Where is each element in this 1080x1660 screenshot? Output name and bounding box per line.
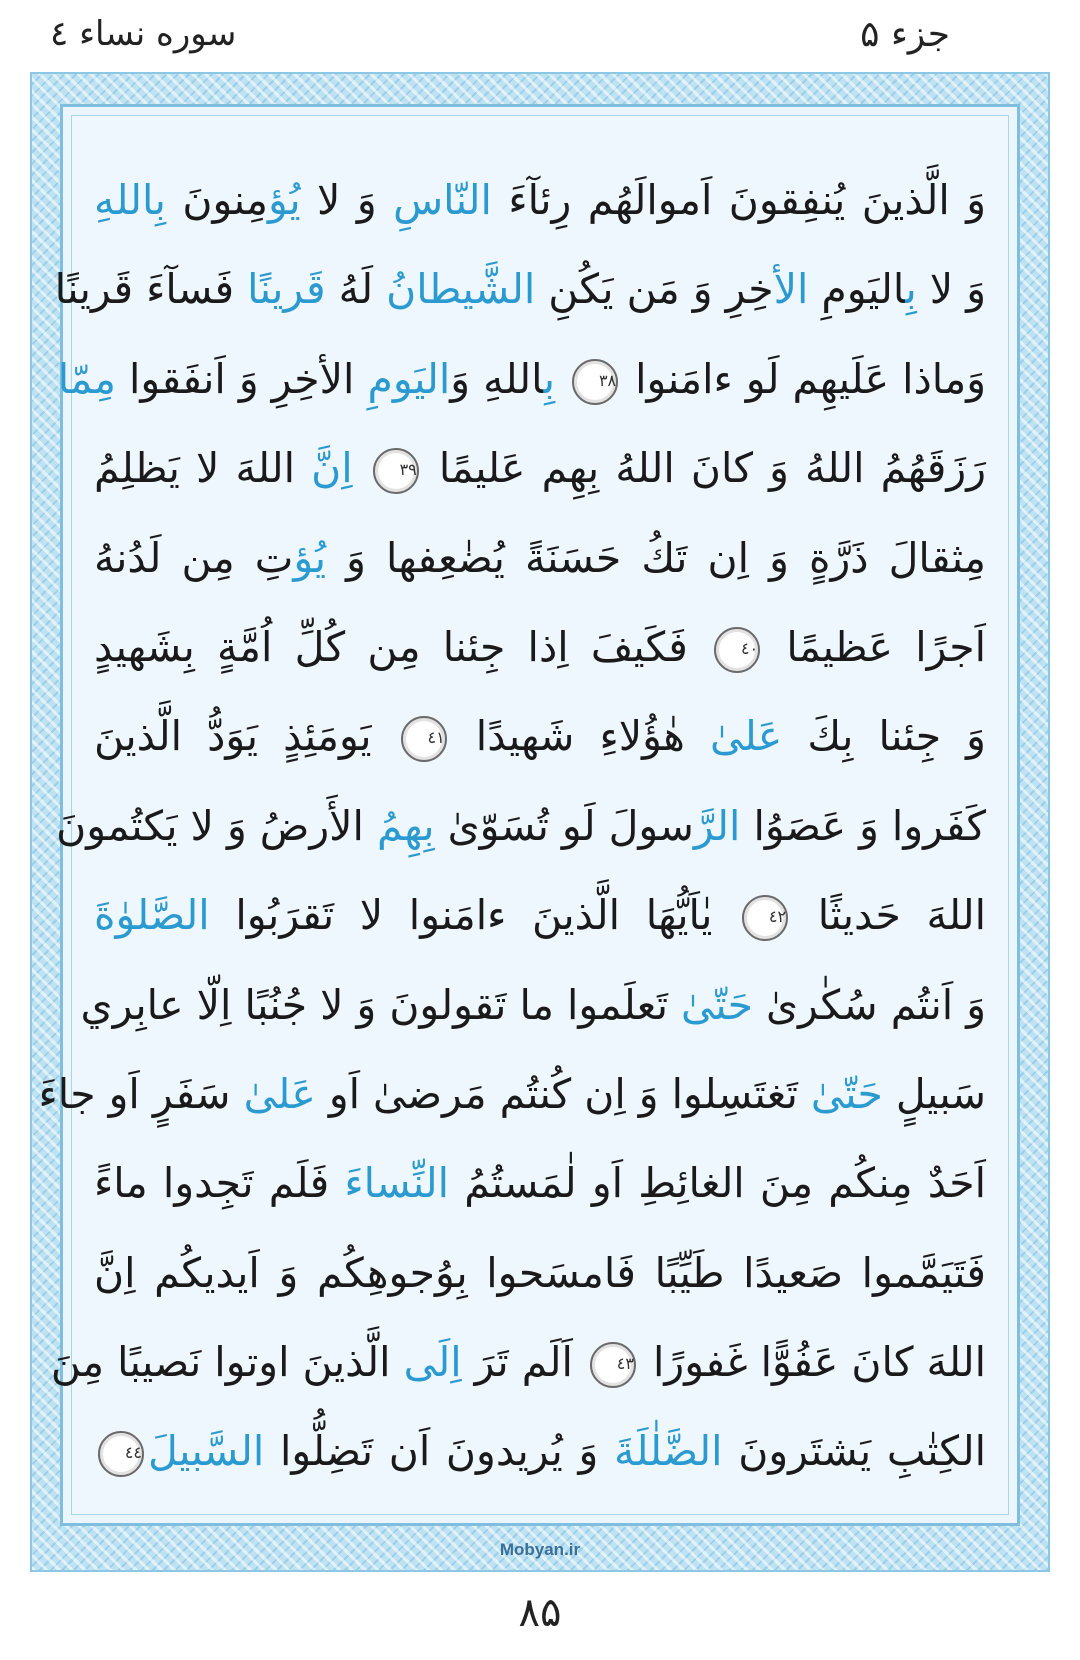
surah-label: سوره نساء ٤ bbox=[50, 14, 237, 54]
ayah-number-marker: ٤۳ bbox=[590, 1342, 636, 1388]
verse-line bbox=[94, 871, 986, 960]
verse-text: فَكَيفَ اِذا جِئنا مِن كُلِّ اُمَّةٍ بِشَهيدٍ bbox=[94, 622, 688, 671]
verse-text: خِرِ وَ مَن يَكُنِ bbox=[535, 265, 774, 314]
verse-text: الَّذينَ اوتوا نَصيبًا مِنَ bbox=[50, 1338, 404, 1387]
verse-text: تَعلَموا ما تَقولونَ وَ لا جُنُبًا اِلّا عابِري bbox=[80, 980, 682, 1029]
verse-text: اَلَم تَرَ bbox=[461, 1338, 573, 1387]
highlighted-word: النّاسِ bbox=[393, 176, 492, 224]
highlighted-word: يُؤ bbox=[293, 533, 326, 582]
verse-text: وَماذا عَلَيهِم لَو ءامَنوا bbox=[622, 354, 986, 403]
highlighted-word: اِنَّ bbox=[311, 444, 353, 493]
verse-text: مِنونَ bbox=[165, 176, 269, 224]
verse-line bbox=[56, 782, 986, 871]
verse-text: اَحَدٌ مِنكُم مِنَ الغائِطِ اَو لٰمَستُمُ bbox=[449, 1159, 986, 1208]
verse-text: كَفَروا وَ عَصَوُا bbox=[740, 801, 986, 850]
verse-text: اللهَ كانَ عَفُوًّا غَفورًا bbox=[639, 1338, 986, 1387]
verse-text: سولَ لَو تُسَوّىٰ bbox=[434, 801, 694, 850]
verse-line bbox=[50, 1318, 986, 1407]
verse-line bbox=[54, 245, 986, 334]
ornamental-frame bbox=[30, 72, 1050, 1572]
highlighted-word: الصَّلوٰةَ bbox=[94, 891, 210, 940]
verse-line bbox=[80, 961, 986, 1050]
highlighted-word: الأ bbox=[773, 265, 809, 314]
ayah-number-marker: ۳۸ bbox=[572, 359, 618, 405]
highlighted-word: بِ bbox=[905, 265, 917, 314]
verse-text: مِثقالَ ذَرَّةٍ وَ اِن تَكُ حَسَنَةً يُضٰعِفها وَ bbox=[326, 533, 986, 582]
verse-text: اَجرًا عَظيمًا bbox=[764, 622, 986, 671]
frame-border bbox=[38, 104, 1020, 1526]
verse-text: وَ لا bbox=[300, 176, 394, 224]
highlighted-word: الشَّيطانُ bbox=[386, 265, 536, 314]
verse-text: اللهَ حَديثًا bbox=[792, 891, 986, 940]
verse-text: سَفَرٍ اَو جاءَ bbox=[38, 1069, 244, 1118]
highlighted-word: بِاللهِ bbox=[94, 176, 166, 224]
highlighted-word: بِ bbox=[543, 354, 556, 403]
verse-text: فَسآءَ قَرينًا bbox=[54, 265, 248, 314]
page-header bbox=[0, 0, 1080, 72]
highlighted-word: الرَّ bbox=[693, 801, 741, 850]
highlighted-word: اليَومِ bbox=[367, 354, 451, 403]
quran-text-area bbox=[38, 115, 1009, 1515]
verse-line bbox=[94, 603, 986, 692]
verse-text: وَ جِئنا بِكَ bbox=[782, 712, 986, 761]
verse-text: رَزَقَهُمُ اللهُ وَ كانَ اللهُ بِهِم عَليمًا bbox=[422, 444, 986, 493]
highlighted-word: النِّساءَ bbox=[344, 1159, 449, 1208]
ayah-number-marker: ٤۰ bbox=[714, 627, 760, 673]
verse-text: وَ الَّذينَ يُنفِقونَ اَموالَهُم رِئآءَ bbox=[491, 176, 987, 224]
highlighted-word: حَتّىٰ bbox=[810, 1069, 883, 1118]
verse-line bbox=[94, 156, 986, 245]
verse-text: لَهُ bbox=[325, 265, 387, 314]
verse-text: يَومَئِذٍ يَوَدُّ الَّذينَ bbox=[94, 712, 372, 761]
verse-text: فَلَم تَجِدوا ماءً bbox=[94, 1159, 345, 1208]
verse-lines bbox=[38, 156, 987, 1497]
verse-text: تِ مِن لَدُنهُ bbox=[94, 533, 294, 582]
verse-line bbox=[94, 692, 986, 781]
verse-line bbox=[94, 1139, 986, 1228]
ayah-number-marker: ٤٤ bbox=[98, 1431, 144, 1477]
ayah-number-marker: ۳۹ bbox=[373, 448, 419, 494]
juz-label: جزء ۵ bbox=[860, 14, 950, 55]
verse-text: اللهِ وَ bbox=[450, 354, 544, 403]
verse-line bbox=[94, 514, 986, 603]
verse-text: وَ يُريدونَ اَن تَضِلُّوا bbox=[264, 1427, 614, 1476]
verse-line bbox=[38, 1050, 986, 1139]
verse-line bbox=[94, 1229, 986, 1318]
verse-text: تَغتَسِلوا وَ اِن كُنتُم مَرضىٰ اَو bbox=[315, 1069, 811, 1118]
verse-text: الأخِرِ وَ اَنفَقوا bbox=[115, 354, 368, 403]
highlighted-word: مِمّا bbox=[57, 354, 116, 403]
highlighted-word: قَرينًا bbox=[247, 265, 326, 314]
verse-text: فَتَيَمَّموا صَعيدًا طَيِّبًا فَامسَحوا بِوُجوهِكُم وَ اَيديكُم اِنَّ bbox=[94, 1248, 986, 1297]
highlighted-word: عَلىٰ bbox=[243, 1069, 316, 1118]
highlighted-word: عَلىٰ bbox=[710, 712, 783, 761]
highlighted-word: الضَّلٰلَةَ bbox=[613, 1427, 723, 1476]
verse-text: وَ لا bbox=[916, 265, 986, 314]
ayah-number-marker: ٤۲ bbox=[742, 895, 788, 941]
highlighted-word: السَّبيلَ bbox=[148, 1427, 265, 1476]
page-number: ۸۵ bbox=[518, 1590, 562, 1636]
verse-text: الكِتٰبِ يَشتَرونَ bbox=[722, 1427, 986, 1476]
verse-line bbox=[57, 335, 986, 424]
verse-text: وَ اَنتُم سُكٰرىٰ bbox=[752, 980, 986, 1029]
verse-line bbox=[94, 1407, 986, 1496]
watermark: Mobyan.ir bbox=[499, 1540, 581, 1559]
verse-text: الأَرضُ وَ لا يَكتُمونَ bbox=[56, 801, 377, 850]
verse-text: يٰاَيُّهَا الَّذينَ ءامَنوا لا تَقرَبُوا bbox=[209, 891, 713, 940]
verse-text: اليَومِ bbox=[808, 265, 906, 314]
verse-text: هٰؤُلاءِ شَهيدًا bbox=[450, 712, 711, 761]
highlighted-word: اِلَى bbox=[403, 1338, 462, 1387]
verse-line bbox=[94, 424, 986, 513]
highlighted-word: حَتّىٰ bbox=[681, 980, 753, 1029]
highlighted-word: بِهِمُ bbox=[376, 801, 435, 850]
ayah-number-marker: ٤۱ bbox=[401, 716, 447, 762]
verse-text: سَبيلٍ bbox=[882, 1069, 986, 1118]
highlighted-word: يُؤ bbox=[268, 176, 301, 224]
verse-text: اللهَ لا يَظلِمُ bbox=[94, 444, 312, 493]
